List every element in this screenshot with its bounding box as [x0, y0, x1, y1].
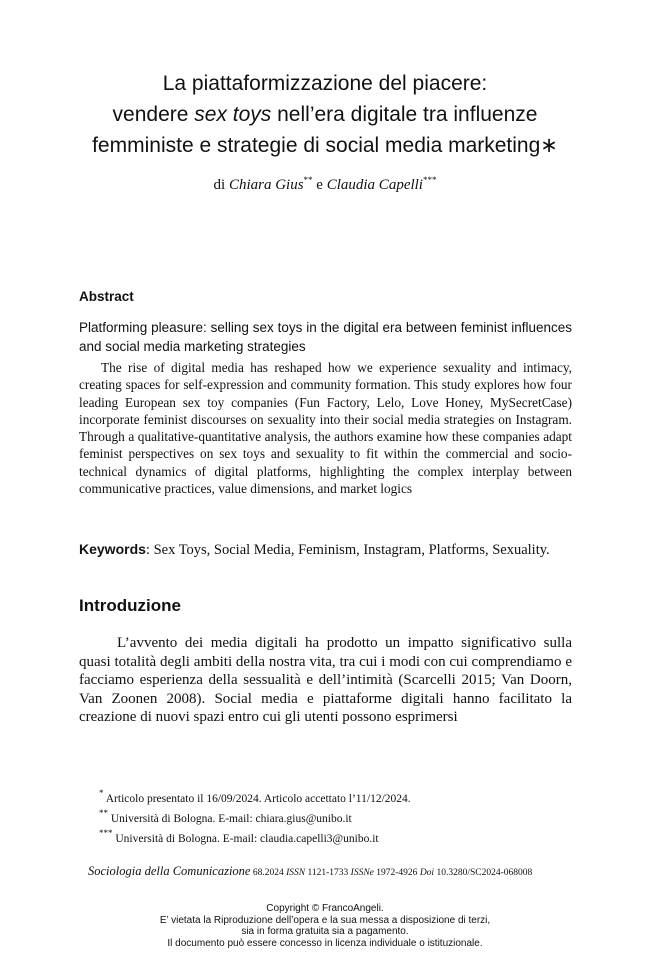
footnote-mark: ** — [99, 808, 108, 818]
authors-conjunction: e — [312, 177, 327, 193]
title-line-2-pre: vendere — [112, 103, 195, 126]
author-name-2: Claudia Capelli — [326, 177, 423, 193]
copyright-notice — [0, 903, 650, 949]
footnotes — [99, 789, 579, 849]
journal-name: Sociologia della Comunicazione — [88, 864, 251, 878]
journal-citation — [88, 864, 532, 879]
keywords-separator: : — [145, 542, 154, 558]
title-line-2-post: nell’era digitale tra influenze — [271, 103, 538, 126]
author-2-footnote-mark: *** — [422, 175, 437, 185]
author-1-footnote-mark: ** — [303, 175, 313, 185]
title-line-2 — [60, 99, 590, 130]
copyright-line: Il documento può essere concesso in licenza individuale o istituzionale. — [167, 937, 483, 949]
footnote-mark: * — [99, 788, 104, 798]
copyright-line: E’ vietata la Riproduzione dell’opera e la sua messa a disposizione di terzi, — [159, 914, 491, 926]
authors-prefix: di — [213, 177, 229, 193]
introduction-heading: Introduzione — [79, 596, 181, 615]
footnote-text: Università di Bologna. E-mail: chiara.gius@unibo.it — [108, 813, 352, 825]
keywords-list: Sex Toys, Social Media, Feminism, Instagram, Platforms, Sexuality. — [153, 542, 550, 558]
title-line-3-text: femministe e strategie di social media marketing — [92, 134, 541, 157]
footnote-text: Articolo presentato il 16/09/2024. Articolo accettato l’11/12/2024. — [103, 793, 411, 805]
title-emphasis: sex toys — [194, 103, 272, 126]
issn-value: 1121-1733 — [305, 868, 351, 878]
footnote — [99, 789, 579, 809]
doi-label: Doi — [419, 868, 435, 878]
title-footnote-mark: ∗ — [540, 134, 558, 157]
title-line-3 — [60, 130, 590, 161]
copyright-line: sia in forma gratuita sia a pagamento. — [241, 926, 409, 937]
issne-label: ISSNe — [350, 868, 374, 878]
title-line-1: La piattaformizzazione del piacere: — [162, 72, 488, 95]
article-title — [60, 68, 590, 161]
journal-issue: 68.2024 — [250, 868, 287, 878]
copyright-line: Copyright © FrancoAngeli. — [266, 903, 384, 914]
keywords-label: Keywords — [79, 541, 146, 557]
doi-value: 10.3280/SC2024-068008 — [434, 868, 533, 878]
abstract-heading: Abstract — [79, 289, 134, 304]
footnote-mark: *** — [99, 828, 113, 838]
footnote — [99, 829, 579, 849]
footnote-text: Università di Bologna. E-mail: claudia.capelli3@unibo.it — [112, 833, 379, 845]
issn-label: ISSN — [286, 868, 306, 878]
introduction-body: L’avvento dei media digitali ha prodotto un impatto significativo sulla quasi totalità degli ambiti della nostra vita, tra cui i modi con cui comprendiamo e facciamo esperienza della sessualità e dell’intimità (Scarcelli 2015; Van Doorn, Van Zoonen 2008). Social media e piattaforme digitali hanno facilitato la creazione di nuovi spazi entro cui gli utenti possono esprimersi — [79, 635, 572, 725]
keywords — [79, 540, 572, 560]
authors-line — [0, 177, 650, 194]
abstract-text: The rise of digital media has reshaped how we experience sexuality and intimacy, creating spaces for self-expression and community formation. This study explores how four leading European sex toy companies (Fun Factory, Lelo, Love Honey, MySecretCase) incorporate feminist discourses on sexuality into their social media strategies on Instagram. Through a qualitative-quantitative analysis, the authors examine how these companies adapt feminist perspectives on sex toys and sexuality to fit within the commercial and socio-technical dynamics of digital platforms, highlighting the complex interplay between communicative practices, value dimensions, and market logics — [79, 360, 572, 497]
author-name-1: Chiara Gius — [228, 177, 304, 193]
issne-value: 1972-4926 — [373, 868, 420, 878]
abstract-english-title: Platforming pleasure: selling sex toys in the digital era between feminist influences and social media marketing strategies — [79, 320, 572, 354]
footnote — [99, 809, 579, 829]
abstract-body — [79, 359, 572, 497]
